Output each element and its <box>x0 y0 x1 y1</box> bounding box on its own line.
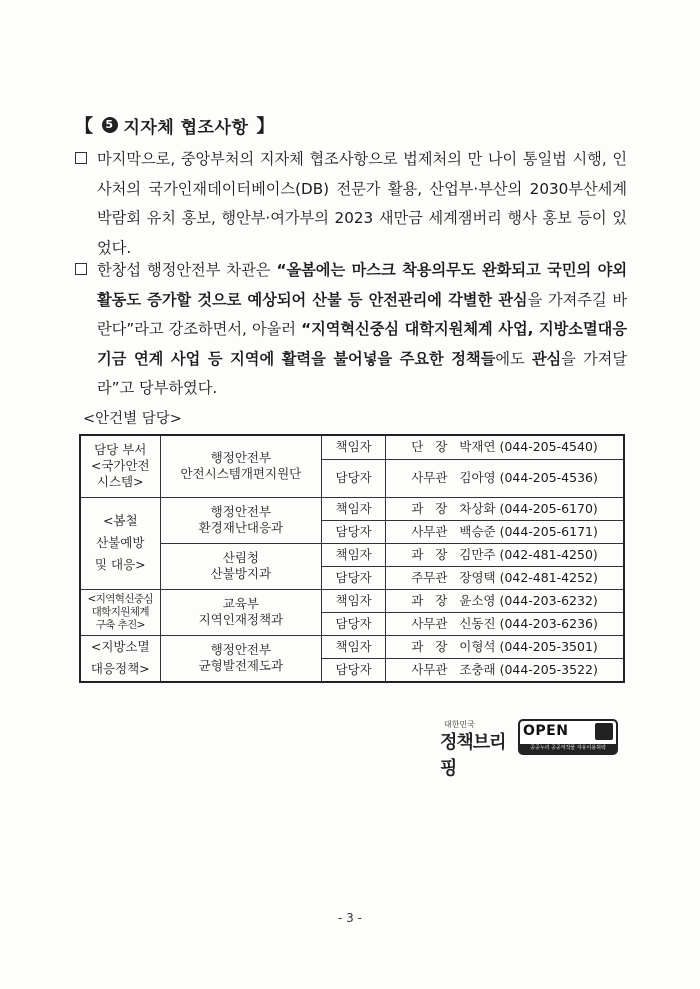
topic-line: 및 대응> <box>94 557 146 572</box>
contact-cell: 사무관 조충래 (044-205-3522) <box>386 658 624 682</box>
role-cell: 담당자 <box>322 459 386 497</box>
p2-segment: 에도 <box>495 349 532 368</box>
contact-cell: 사무관 신동진 (044-203-6236) <box>386 612 624 635</box>
contact-cell: 주무관 장영택 (042-481-4252) <box>386 566 624 589</box>
page-number: - 3 - <box>338 911 362 925</box>
heading-bracket-open: 【 <box>75 116 94 137</box>
org-line: 행정안전부 <box>210 450 272 466</box>
role-cell: 담당자 <box>322 612 386 635</box>
paragraph-2-text <box>75 256 627 404</box>
org-line: 지역인재정책과 <box>198 612 284 627</box>
open-wordmark: OPEN <box>523 723 569 739</box>
topic-cell <box>80 497 160 589</box>
table-row <box>80 435 624 459</box>
section-number-badge: 5 <box>102 117 118 133</box>
topic-line: 산불예방 <box>96 535 145 550</box>
org-line: 행정안전부 <box>210 642 272 657</box>
role-cell: 책임자 <box>322 497 386 520</box>
kogl-open-badge <box>518 719 618 755</box>
table-caption: <안건별 담당> <box>83 411 182 427</box>
org-line: 교육부 <box>222 596 259 611</box>
topic-cell <box>80 589 160 635</box>
org-line: 균형발전제도과 <box>198 658 284 673</box>
role-cell: 담당자 <box>322 520 386 543</box>
org-cell <box>160 635 322 682</box>
topic-line: 구축 추진> <box>95 618 145 631</box>
person-icon <box>595 723 613 740</box>
paragraph-1 <box>75 145 627 263</box>
heading-bracket-close: 】 <box>256 116 275 137</box>
table-row <box>80 543 624 566</box>
footer-logos <box>434 719 619 779</box>
org-line: 산림청 <box>222 550 259 565</box>
topic-line: <국가안전 <box>90 458 150 474</box>
org-line: 환경재난대응과 <box>198 520 284 535</box>
contact-cell: 단 장 박재연 (044-205-4540) <box>386 435 624 459</box>
section-title: 지자체 협조사항 <box>123 117 249 138</box>
topic-cell <box>80 635 160 682</box>
org-cell <box>160 543 322 589</box>
topic-line: 대응정책> <box>90 661 150 676</box>
p2-bold-segment: “지역혁신중심 대학지원체계 사업, 지방소멸대응기금 연계 사업 등 지역에 활력을 불어넣을 주요한 정책들 <box>97 320 627 368</box>
p2-bold-segment: “올봄에는 마스크 착용의무도 완화되고 국민의 야외활동도 증가할 것으로 예상되어 산불 등 안전관리에 각별한 관심 <box>97 261 628 309</box>
role-cell: 담당자 <box>322 658 386 682</box>
checkbox-bullet-icon <box>75 152 87 164</box>
checkbox-bullet-icon <box>75 263 87 275</box>
topic-line: 대학지원체계 <box>91 605 149 618</box>
org-line: 안전시스템개편지원단 <box>180 466 302 482</box>
contact-cell: 과 장 윤소영 (044-203-6232) <box>386 589 624 612</box>
topic-line: 시스템> <box>96 474 144 490</box>
section-heading <box>75 112 275 138</box>
contact-cell: 과 장 김만주 (042-481-4250) <box>386 543 624 566</box>
topic-cell <box>80 435 160 497</box>
role-cell: 책임자 <box>322 635 386 658</box>
contact-cell: 사무관 김아영 (044-205-4536) <box>386 459 624 497</box>
table-row <box>80 635 624 658</box>
topic-line: <지방소멸 <box>90 639 150 654</box>
role-cell: 책임자 <box>322 589 386 612</box>
table-row <box>80 589 624 612</box>
role-cell: 책임자 <box>322 435 386 459</box>
role-cell: 담당자 <box>322 566 386 589</box>
table-row <box>80 497 624 520</box>
contact-cell: 사무관 백승준 (044-205-6171) <box>386 520 624 543</box>
p2-bold-segment: 관심 <box>531 349 562 368</box>
paragraph-1-text: 마지막으로, 중앙부처의 지자체 협조사항으로 법제처의 만 나이 통일법 시행, 인사처의 국가인재데이터베이스(DB) 전문가 활용, 산업부·부산의 2030부산세계박람회 유치 홍보, 행안부·여가부의 2023 새만금 세계잼버리 행사 홍보 등이 있었다. <box>97 150 627 257</box>
contact-cell: 과 장 차상화 (044-205-6170) <box>386 497 624 520</box>
open-license-caption: 공공누리 공공저작물 자유이용허락 <box>520 744 616 753</box>
role-cell: 책임자 <box>322 543 386 566</box>
org-cell <box>160 435 322 497</box>
p2-segment: 을 가져달라”고 당부하였다. <box>97 349 627 397</box>
p2-segment: 을 가져주길 바란다”라고 강조하면서, 아울러 <box>97 290 628 338</box>
topic-line: 담당 부서 <box>94 442 147 458</box>
org-cell <box>160 497 322 543</box>
org-line: 산불방지과 <box>210 566 272 581</box>
assignment-table <box>79 434 625 683</box>
org-line: 행정안전부 <box>210 504 272 519</box>
logo-caption: 대한민국 <box>444 720 475 729</box>
contact-cell: 과 장 이형석 (044-205-3501) <box>386 635 624 658</box>
topic-line: <지역혁신중심 <box>87 592 153 605</box>
policy-briefing-logo <box>434 719 514 779</box>
logo-wordmark: 정책브리핑 <box>440 732 506 779</box>
p2-segment: 한창섭 행정안전부 차관은 <box>97 261 277 279</box>
paragraph-2 <box>75 256 627 404</box>
topic-line: <봄철 <box>102 513 138 528</box>
org-cell <box>160 589 322 635</box>
